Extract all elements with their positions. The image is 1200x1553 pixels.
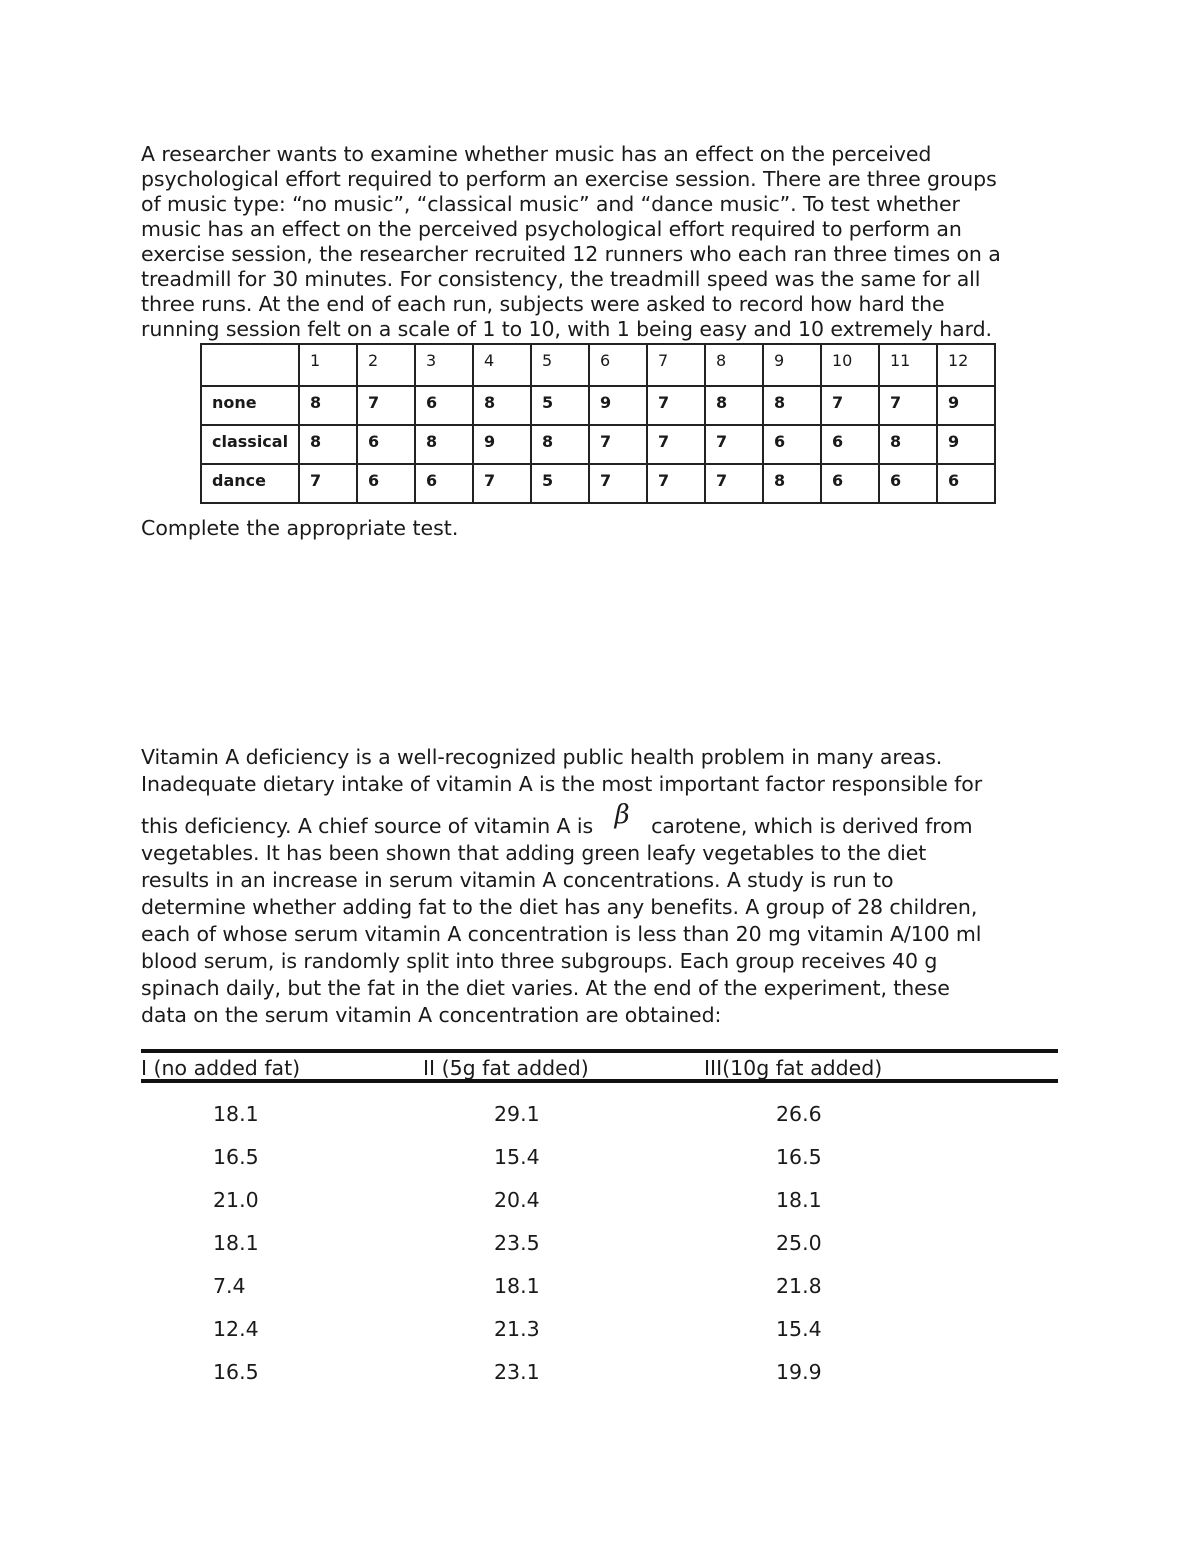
table-cell: 8 [299, 425, 357, 464]
table-cell: 8 [763, 386, 821, 425]
paragraph-line: results in an increase in serum vitamin A concentrations. A study is run to [141, 868, 894, 892]
table-cell: 6 [415, 464, 473, 503]
runner-column-header: 8 [705, 344, 763, 386]
runner-column-header: 10 [821, 344, 879, 386]
table-cell: 7 [647, 386, 705, 425]
table-cell: 16.5 [776, 1145, 822, 1169]
table-cell: 12.4 [213, 1317, 259, 1341]
table-row [141, 1143, 1058, 1186]
table-cell: 21.0 [213, 1188, 259, 1212]
header-group-1: I (no added fat) [141, 1056, 301, 1080]
table-row [141, 1100, 1058, 1143]
table-cell: 6 [821, 425, 879, 464]
table-cell: 5 [531, 386, 589, 425]
table-row [141, 1315, 1058, 1358]
table-cell: 23.5 [494, 1231, 540, 1255]
runner-column-header: 9 [763, 344, 821, 386]
paragraph-line: of music type: “no music”, “classical music” and “dance music”. To test whether [141, 192, 960, 216]
vitamin-problem-text [141, 744, 1071, 1029]
runner-column-header: 1 [299, 344, 357, 386]
runner-column-header: 2 [357, 344, 415, 386]
table-cell: 6 [357, 464, 415, 503]
table-cell: 16.5 [213, 1145, 259, 1169]
table-cell: 29.1 [494, 1102, 540, 1126]
table-cell: 21.3 [494, 1317, 540, 1341]
header-group-2: II (5g fat added) [423, 1056, 589, 1080]
table-cell: 19.9 [776, 1360, 822, 1384]
table-row [141, 1186, 1058, 1229]
table-cell: 8 [473, 386, 531, 425]
beta-symbol: β [614, 800, 630, 830]
table-cell: 8 [705, 386, 763, 425]
table-row [141, 1272, 1058, 1315]
table-cell: 6 [415, 386, 473, 425]
runner-column-header: 3 [415, 344, 473, 386]
table-cell: 18.1 [776, 1188, 822, 1212]
table-cell: 7 [647, 464, 705, 503]
table-cell: 7 [647, 425, 705, 464]
paragraph-line: spinach daily, but the fat in the diet varies. At the end of the experiment, these [141, 976, 950, 1000]
music-effort-table [200, 343, 996, 504]
paragraph-line: data on the serum vitamin A concentration are obtained: [141, 1003, 722, 1027]
table-cell: 5 [531, 464, 589, 503]
vitamin-line-3-start: this deficiency. A chief source of vitamin A is [141, 814, 594, 838]
table-corner-cell [201, 344, 299, 386]
table-cell: 15.4 [776, 1317, 822, 1341]
table-cell: 7 [589, 425, 647, 464]
table-cell: 9 [937, 425, 995, 464]
table-cell: 8 [763, 464, 821, 503]
runner-column-header: 6 [589, 344, 647, 386]
row-label: dance [201, 464, 299, 503]
table-cell: 21.8 [776, 1274, 822, 1298]
table-cell: 6 [357, 425, 415, 464]
runner-column-header: 12 [937, 344, 995, 386]
table-cell: 7 [357, 386, 415, 425]
table-row [141, 1358, 1058, 1401]
music-problem-text [141, 142, 1071, 342]
runner-column-header: 4 [473, 344, 531, 386]
paragraph-line: three runs. At the end of each run, subjects were asked to record how hard the [141, 292, 945, 316]
runner-column-header: 5 [531, 344, 589, 386]
table-row [201, 464, 995, 503]
table-cell: 9 [589, 386, 647, 425]
paragraph-line: psychological effort required to perform an exercise session. There are three groups [141, 167, 997, 191]
paragraph-line: blood serum, is randomly split into three subgroups. Each group receives 40 g [141, 949, 938, 973]
table-cell: 7.4 [213, 1274, 246, 1298]
paragraph-line: vegetables. It has been shown that adding green leafy vegetables to the diet [141, 841, 927, 865]
table-cell: 20.4 [494, 1188, 540, 1212]
table-header-row [201, 344, 995, 386]
table-cell: 26.6 [776, 1102, 822, 1126]
vitamin-line-1: Vitamin A deficiency is a well-recognized public health problem in many areas. [141, 745, 943, 769]
table-cell: 6 [879, 464, 937, 503]
table-cell: 6 [821, 464, 879, 503]
table-cell: 7 [473, 464, 531, 503]
table-cell: 7 [705, 464, 763, 503]
table-cell: 6 [763, 425, 821, 464]
table-cell: 7 [705, 425, 763, 464]
row-label: classical [201, 425, 299, 464]
table-cell: 8 [879, 425, 937, 464]
table-cell: 7 [589, 464, 647, 503]
table-row [201, 386, 995, 425]
vitamin-table-body [141, 1100, 1058, 1401]
table-cell: 15.4 [494, 1145, 540, 1169]
table-cell: 9 [937, 386, 995, 425]
table-cell: 23.1 [494, 1360, 540, 1384]
paragraph-line: each of whose serum vitamin A concentration is less than 20 mg vitamin A/100 ml [141, 922, 982, 946]
table-cell: 25.0 [776, 1231, 822, 1255]
header-group-3: III(10g fat added) [704, 1056, 883, 1080]
table-cell: 6 [937, 464, 995, 503]
table-cell: 7 [821, 386, 879, 425]
paragraph-line: determine whether adding fat to the diet has any benefits. A group of 28 children, [141, 895, 978, 919]
table-cell: 18.1 [213, 1231, 259, 1255]
vitamin-rest-lines [141, 840, 1071, 1029]
paragraph-line: exercise session, the researcher recruited 12 runners who each ran three times on a [141, 242, 1001, 266]
table-cell: 18.1 [494, 1274, 540, 1298]
runner-column-header: 11 [879, 344, 937, 386]
table-cell: 16.5 [213, 1360, 259, 1384]
table-cell: 8 [415, 425, 473, 464]
paragraph-line: treadmill for 30 minutes. For consistency, the treadmill speed was the same for all [141, 267, 981, 291]
vitamin-table-header [141, 1049, 1058, 1083]
vitamin-line-3-end: carotene, which is derived from [651, 814, 973, 838]
table-cell: 7 [299, 464, 357, 503]
table-cell: 8 [299, 386, 357, 425]
table-cell: 7 [879, 386, 937, 425]
vitamin-line-3 [141, 800, 1071, 840]
row-label: none [201, 386, 299, 425]
paragraph-line: A researcher wants to examine whether music has an effect on the perceived [141, 142, 932, 166]
table-row [141, 1229, 1058, 1272]
vitamin-line-2: Inadequate dietary intake of vitamin A is the most important factor responsible for [141, 772, 983, 796]
table-cell: 8 [531, 425, 589, 464]
table-row [201, 425, 995, 464]
instruction-text: Complete the appropriate test. [141, 516, 459, 540]
table-cell: 18.1 [213, 1102, 259, 1126]
table-cell: 9 [473, 425, 531, 464]
paragraph-line: music has an effect on the perceived psychological effort required to perform an [141, 217, 962, 241]
paragraph-line: running session felt on a scale of 1 to 10, with 1 being easy and 10 extremely hard. [141, 317, 992, 341]
runner-column-header: 7 [647, 344, 705, 386]
